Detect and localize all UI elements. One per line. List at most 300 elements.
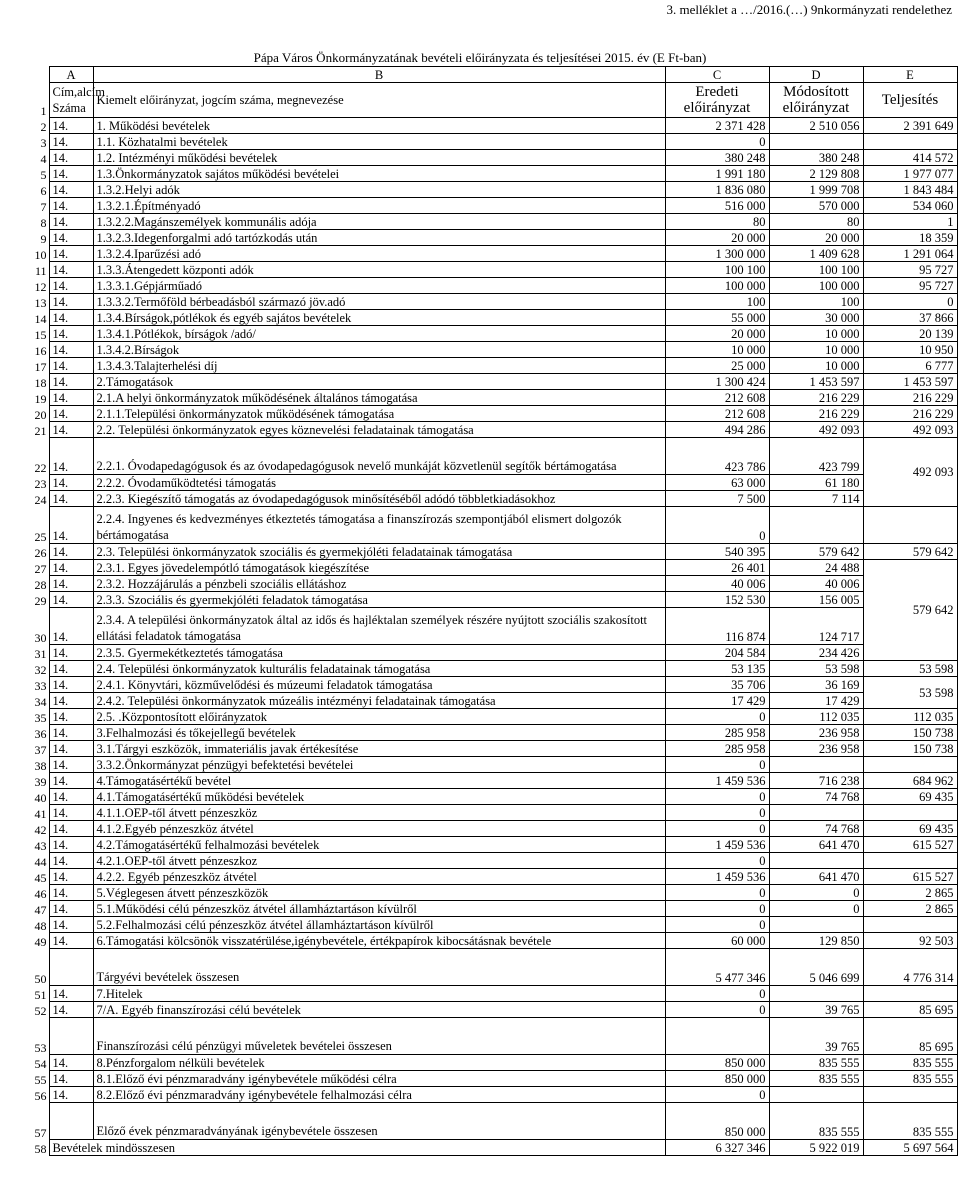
cell-teljesites <box>863 134 957 150</box>
table-row <box>31 885 957 901</box>
cell-eredeti: 1 300 424 <box>665 374 769 390</box>
cell-cim: 14. <box>49 166 93 182</box>
cell-cim: 14. <box>49 1071 93 1087</box>
cell-description: 4.Támogatásértékű bevétel <box>93 773 665 789</box>
cell-teljesites: 69 435 <box>863 789 957 805</box>
cell-cim: 14. <box>49 214 93 230</box>
cell-teljesites: 112 035 <box>863 709 957 725</box>
row-number: 18 <box>34 375 47 390</box>
cell-teljesites: 53 598 <box>863 661 957 677</box>
cell-description: Finanszírozási célú pénzügyi műveletek bevételei összesen <box>93 1018 665 1055</box>
cell-teljesites: 150 738 <box>863 725 957 741</box>
cell-eredeti: 116 874 <box>665 608 769 645</box>
row-number: 2 <box>40 119 47 134</box>
row-number: 25 <box>34 529 47 544</box>
cell-cim: 14. <box>49 677 93 693</box>
row-number: 11 <box>34 263 47 278</box>
table-row <box>31 198 957 214</box>
table-row <box>31 1140 957 1156</box>
row-number: 43 <box>34 838 47 853</box>
table-row <box>31 150 957 166</box>
row-number: 45 <box>34 870 47 885</box>
cell-eredeti: 0 <box>665 757 769 773</box>
column-letter: A <box>49 67 93 83</box>
cell-modositott <box>769 134 863 150</box>
table-row <box>31 661 957 677</box>
cell-eredeti: 26 401 <box>665 560 769 576</box>
cell-teljesites: 835 555 <box>863 1103 957 1140</box>
table-row <box>31 246 957 262</box>
header-note: 3. melléklet a …/2016.(…) 9nkormányzati rendelethez <box>666 2 952 17</box>
cell-modositott: 216 229 <box>769 390 863 406</box>
cell-description: 8.2.Előző évi pénzmaradvány igénybevétele felhalmozási célra <box>93 1087 665 1103</box>
cell-modositott: 24 488 <box>769 560 863 576</box>
cell-cim: 14. <box>49 118 93 134</box>
cell-cim: 14. <box>49 475 93 491</box>
column-header-c: Eredeti előirányzat <box>665 83 769 118</box>
table-row <box>31 645 957 661</box>
cell-description: 8.1.Előző évi pénzmaradvány igénybevétele működési célra <box>93 1071 665 1087</box>
cell-eredeti: 53 135 <box>665 661 769 677</box>
table-row <box>31 608 957 645</box>
cell-teljesites: 414 572 <box>863 150 957 166</box>
cell-description: 2.3.2. Hozzájárulás a pénzbeli szociális ellátáshoz <box>93 576 665 592</box>
table-row <box>31 1018 957 1055</box>
row-number: 1 <box>40 103 47 118</box>
cell-description: 4.1.1.OEP-től átvett pénzeszköz <box>93 805 665 821</box>
cell-eredeti: 1 991 180 <box>665 166 769 182</box>
cell-eredeti: 0 <box>665 821 769 837</box>
cell-teljesites: 0 <box>863 294 957 310</box>
cell-description: 2.3.5. Gyermekétkeztetés támogatása <box>93 645 665 661</box>
row-number: 9 <box>40 231 47 246</box>
cell-modositott: 124 717 <box>769 608 863 645</box>
cell-cim: 14. <box>49 438 93 475</box>
cell-description: 1.3.4.1.Pótlékok, bírságok /adó/ <box>93 326 665 342</box>
cell-modositott: 234 426 <box>769 645 863 661</box>
cell-teljesites: 4 776 314 <box>863 949 957 986</box>
cell-eredeti: 6 327 346 <box>665 1140 769 1156</box>
cell-teljesites: 2 391 649 <box>863 118 957 134</box>
cell-teljesites <box>863 757 957 773</box>
cell-eredeti: 0 <box>665 507 769 544</box>
cell-modositott: 39 765 <box>769 1002 863 1018</box>
cell-eredeti: 0 <box>665 901 769 917</box>
cell-modositott: 423 799 <box>769 438 863 475</box>
row-number: 48 <box>34 918 47 933</box>
cell-teljesites: 835 555 <box>863 1055 957 1071</box>
row-number: 4 <box>40 151 47 166</box>
row-number: 7 <box>40 199 47 214</box>
cell-teljesites: 69 435 <box>863 821 957 837</box>
row-number: 46 <box>34 886 47 901</box>
cell-teljesites <box>863 853 957 869</box>
cell-teljesites: 579 642 <box>863 544 957 560</box>
cell-cim: 14. <box>49 576 93 592</box>
row-number: 54 <box>34 1056 47 1071</box>
cell-modositott: 156 005 <box>769 592 863 608</box>
cell-cim: 14. <box>49 837 93 853</box>
cell-eredeti: 0 <box>665 805 769 821</box>
cell-modositott: 570 000 <box>769 198 863 214</box>
cell-modositott: 492 093 <box>769 422 863 438</box>
budget-table <box>31 66 958 1156</box>
cell-modositott: 61 180 <box>769 475 863 491</box>
cell-teljesites <box>863 986 957 1002</box>
cell-cim: 14. <box>49 262 93 278</box>
row-number: 49 <box>34 934 47 949</box>
cell-description: 1. Működési bevételek <box>93 118 665 134</box>
row-number: 47 <box>34 902 47 917</box>
cell-cim: 14. <box>49 294 93 310</box>
cell-description: 2.5. .Központosított előirányzatok <box>93 709 665 725</box>
column-header-e: Teljesítés <box>863 83 957 118</box>
cell-modositott: 1 409 628 <box>769 246 863 262</box>
table-row <box>31 821 957 837</box>
table-row <box>31 949 957 986</box>
cell-modositott: 835 555 <box>769 1055 863 1071</box>
cell-description: 4.2.1.OEP-től átvett pénzeszkoz <box>93 853 665 869</box>
cell-eredeti: 100 000 <box>665 278 769 294</box>
cell-description: 3.Felhalmozási és tőkejellegű bevételek <box>93 725 665 741</box>
cell-modositott <box>769 507 863 544</box>
row-number: 57 <box>34 1125 47 1140</box>
cell-teljesites: 85 695 <box>863 1018 957 1055</box>
table-row <box>31 182 957 198</box>
cell-description: 8.Pénzforgalom nélküli bevételek <box>93 1055 665 1071</box>
cell-teljesites: 37 866 <box>863 310 957 326</box>
column-header-a: Cím,alcím Száma <box>49 83 93 118</box>
cell-teljesites: 615 527 <box>863 837 957 853</box>
cell-eredeti: 0 <box>665 709 769 725</box>
cell-teljesites: 1 977 077 <box>863 166 957 182</box>
cell-description: 4.1.Támogatásértékű működési bevételek <box>93 789 665 805</box>
cell-teljesites: 95 727 <box>863 262 957 278</box>
cell-eredeti: 1 459 536 <box>665 773 769 789</box>
cell-eredeti: 423 786 <box>665 438 769 475</box>
table-row <box>31 901 957 917</box>
cell-eredeti: 100 <box>665 294 769 310</box>
cell-cim: 14. <box>49 789 93 805</box>
cell-modositott: 236 958 <box>769 741 863 757</box>
table-row <box>31 757 957 773</box>
cell-cim: 14. <box>49 150 93 166</box>
cell-description: 1.3.4.Bírságok,pótlékok és egyéb sajátos bevételek <box>93 310 665 326</box>
table-row <box>31 1055 957 1071</box>
cell-modositott: 40 006 <box>769 576 863 592</box>
row-number: 58 <box>34 1141 47 1156</box>
table-row <box>31 438 957 475</box>
cell-cim: 14. <box>49 342 93 358</box>
cell-modositott: 2 129 808 <box>769 166 863 182</box>
cell-eredeti: 850 000 <box>665 1055 769 1071</box>
cell-teljesites <box>863 805 957 821</box>
cell-teljesites-merged: 579 642 <box>863 560 957 661</box>
cell-modositott: 10 000 <box>769 358 863 374</box>
row-number: 10 <box>34 247 47 262</box>
cell-teljesites: 2 865 <box>863 901 957 917</box>
cell-eredeti: 1 300 000 <box>665 246 769 262</box>
cell-eredeti: 1 836 080 <box>665 182 769 198</box>
row-number: 3 <box>40 135 47 150</box>
cell-description: 4.2.Támogatásértékű felhalmozási bevételek <box>93 837 665 853</box>
cell-cim: 14. <box>49 757 93 773</box>
cell-modositott: 641 470 <box>769 869 863 885</box>
cell-eredeti: 0 <box>665 853 769 869</box>
cell-cim: 14. <box>49 560 93 576</box>
cell-modositott: 36 169 <box>769 677 863 693</box>
cell-teljesites: 615 527 <box>863 869 957 885</box>
cell-cim: 14. <box>49 709 93 725</box>
row-number: 6 <box>40 183 47 198</box>
row-number: 20 <box>34 407 47 422</box>
cell-modositott: 10 000 <box>769 326 863 342</box>
table-row <box>31 491 957 507</box>
cell-cim: 14. <box>49 246 93 262</box>
row-number: 30 <box>34 630 47 645</box>
cell-teljesites: 534 060 <box>863 198 957 214</box>
cell-description: 2.2. Települési önkormányzatok egyes köznevelési feladatainak támogatása <box>93 422 665 438</box>
cell-teljesites: 1 291 064 <box>863 246 957 262</box>
row-number: 41 <box>34 806 47 821</box>
row-number: 13 <box>34 295 47 310</box>
cell-modositott: 835 555 <box>769 1071 863 1087</box>
cell-description: 3.1.Tárgyi eszközök, immateriális javak értékesítése <box>93 741 665 757</box>
cell-cim: 14. <box>49 885 93 901</box>
cell-modositott: 30 000 <box>769 310 863 326</box>
cell-cim: 14. <box>49 869 93 885</box>
table-row <box>31 1071 957 1087</box>
column-header-b: Kiemelt előirányzat, jogcím száma, megnevezése <box>93 83 665 118</box>
row-number: 14 <box>34 311 47 326</box>
cell-description: 2.3.1. Egyes jövedelempótló támogatások kiegészítése <box>93 560 665 576</box>
row-number: 21 <box>34 423 47 438</box>
cell-description: 1.3.3.2.Termőföld bérbeadásból származó jöv.adó <box>93 294 665 310</box>
cell-cim <box>49 1103 93 1140</box>
cell-eredeti: 285 958 <box>665 725 769 741</box>
cell-eredeti: 7 500 <box>665 491 769 507</box>
cell-description: 2.4.1. Könyvtári, közművelődési és múzeumi feladatok támogatása <box>93 677 665 693</box>
cell-modositott <box>769 917 863 933</box>
table-row <box>31 310 957 326</box>
cell-modositott: 7 114 <box>769 491 863 507</box>
cell-eredeti: 20 000 <box>665 326 769 342</box>
cell-eredeti: 40 006 <box>665 576 769 592</box>
cell-eredeti: 152 530 <box>665 592 769 608</box>
row-number: 53 <box>34 1040 47 1055</box>
cell-modositott: 74 768 <box>769 789 863 805</box>
row-number: 22 <box>34 460 47 475</box>
cell-description: 1.3.4.3.Talajterhelési díj <box>93 358 665 374</box>
table-row <box>31 933 957 949</box>
cell-description: 2.2.4. Ingyenes és kedvezményes étkeztetés támogatása a finanszírozás szempontjából elismert dolgozók bértámogatása <box>93 507 665 544</box>
row-number: 42 <box>34 822 47 837</box>
row-number: 52 <box>34 1003 47 1018</box>
row-number: 32 <box>34 662 47 677</box>
row-number: 56 <box>34 1088 47 1103</box>
cell-modositott: 129 850 <box>769 933 863 949</box>
cell-cim: 14. <box>49 821 93 837</box>
cell-description: 7.Hitelek <box>93 986 665 1002</box>
table-row <box>31 374 957 390</box>
cell-modositott <box>769 853 863 869</box>
cell-cim: 14. <box>49 507 93 544</box>
table-row <box>31 406 957 422</box>
cell-eredeti: 20 000 <box>665 230 769 246</box>
cell-teljesites-merged: 492 093 <box>863 438 957 507</box>
cell-modositott: 20 000 <box>769 230 863 246</box>
cell-cim: 14. <box>49 310 93 326</box>
row-number: 16 <box>34 343 47 358</box>
cell-description: 5.Véglegesen átvett pénzeszközök <box>93 885 665 901</box>
cell-cim: 14. <box>49 725 93 741</box>
row-number: 24 <box>34 492 47 507</box>
cell-eredeti: 494 286 <box>665 422 769 438</box>
cell-teljesites: 1 <box>863 214 957 230</box>
cell-eredeti: 5 477 346 <box>665 949 769 986</box>
cell-eredeti: 100 100 <box>665 262 769 278</box>
cell-teljesites: 2 865 <box>863 885 957 901</box>
cell-description: 2.3. Települési önkormányzatok szociális és gyermekjóléti feladatainak támogatása <box>93 544 665 560</box>
cell-eredeti: 212 608 <box>665 406 769 422</box>
cell-cim: 14. <box>49 645 93 661</box>
cell-teljesites: 95 727 <box>863 278 957 294</box>
cell-cim: 14. <box>49 182 93 198</box>
cell-teljesites: 1 453 597 <box>863 374 957 390</box>
row-number: 15 <box>34 327 47 342</box>
cell-cim: 14. <box>49 661 93 677</box>
cell-teljesites: 684 962 <box>863 773 957 789</box>
table-row <box>31 1103 957 1140</box>
cell-cim: 14. <box>49 986 93 1002</box>
table-row <box>31 262 957 278</box>
cell-teljesites: 6 777 <box>863 358 957 374</box>
cell-modositott: 100 000 <box>769 278 863 294</box>
cell-modositott: 10 000 <box>769 342 863 358</box>
cell-eredeti: 212 608 <box>665 390 769 406</box>
cell-modositott <box>769 757 863 773</box>
cell-teljesites: 18 359 <box>863 230 957 246</box>
column-letter: E <box>863 67 957 83</box>
row-number: 36 <box>34 726 47 741</box>
cell-modositott <box>769 986 863 1002</box>
cell-cim: 14. <box>49 901 93 917</box>
row-number: 55 <box>34 1072 47 1087</box>
cell-description: 1.3.2.Helyi adók <box>93 182 665 198</box>
cell-modositott: 100 <box>769 294 863 310</box>
cell-teljesites: 20 139 <box>863 326 957 342</box>
table-row <box>31 475 957 491</box>
cell-description: 2.4. Települési önkormányzatok kulturális feladatainak támogatása <box>93 661 665 677</box>
cell-teljesites: 150 738 <box>863 741 957 757</box>
table-row <box>31 869 957 885</box>
cell-cim <box>49 949 93 986</box>
cell-cim: 14. <box>49 422 93 438</box>
cell-description: 2.2.1. Óvodapedagógusok és az óvodapedagógusok nevelő munkáját közvetlenül segítők bértámogatása <box>93 438 665 475</box>
cell-description: 4.2.2. Egyéb pénzeszköz átvétel <box>93 869 665 885</box>
cell-eredeti: 80 <box>665 214 769 230</box>
cell-modositott: 5 922 019 <box>769 1140 863 1156</box>
cell-eredeti: 204 584 <box>665 645 769 661</box>
cell-modositott: 835 555 <box>769 1103 863 1140</box>
cell-description: 1.3.Önkormányzatok sajátos működési bevételei <box>93 166 665 182</box>
row-number: 50 <box>34 971 47 986</box>
cell-description: 1.3.3.1.Gépjárműadó <box>93 278 665 294</box>
cell-teljesites: 10 950 <box>863 342 957 358</box>
cell-cim: 14. <box>49 1055 93 1071</box>
cell-description: 1.3.4.2.Bírságok <box>93 342 665 358</box>
cell-teljesites: 92 503 <box>863 933 957 949</box>
cell-teljesites <box>863 507 957 544</box>
cell-cim: 14. <box>49 544 93 560</box>
table-row <box>31 986 957 1002</box>
cell-cim: 14. <box>49 741 93 757</box>
cell-eredeti: 25 000 <box>665 358 769 374</box>
table-row <box>31 342 957 358</box>
cell-eredeti: 17 429 <box>665 693 769 709</box>
row-number: 5 <box>40 167 47 182</box>
cell-modositott <box>769 1087 863 1103</box>
cell-eredeti: 850 000 <box>665 1071 769 1087</box>
column-letter-row <box>31 67 957 83</box>
table-row <box>31 294 957 310</box>
cell-description: 2.2.2. Óvodaműködtetési támogatás <box>93 475 665 491</box>
cell-modositott: 39 765 <box>769 1018 863 1055</box>
cell-description: 2.1.A helyi önkormányzatok működésének általános támogatása <box>93 390 665 406</box>
cell-description: 1.3.2.3.Idegenforgalmi adó tartózkodás után <box>93 230 665 246</box>
cell-modositott: 2 510 056 <box>769 118 863 134</box>
cell-cim: 14. <box>49 374 93 390</box>
cell-teljesites-merged: 53 598 <box>863 677 957 709</box>
cell-eredeti: 63 000 <box>665 475 769 491</box>
table-row <box>31 837 957 853</box>
table-row <box>31 166 957 182</box>
table-row <box>31 134 957 150</box>
cell-eredeti: 60 000 <box>665 933 769 949</box>
table-row <box>31 230 957 246</box>
cell-eredeti: 35 706 <box>665 677 769 693</box>
row-number: 28 <box>34 577 47 592</box>
cell-cim: 14. <box>49 853 93 869</box>
row-number: 26 <box>34 545 47 560</box>
row-number: 29 <box>34 593 47 608</box>
cell-teljesites <box>863 917 957 933</box>
table-row <box>31 592 957 608</box>
cell-modositott: 216 229 <box>769 406 863 422</box>
cell-modositott: 17 429 <box>769 693 863 709</box>
cell-teljesites: 1 843 484 <box>863 182 957 198</box>
page-title: Pápa Város Önkormányzatának bevételi előirányzata és teljesítései 2015. év (E Ft-ban) <box>253 50 707 65</box>
row-number: 12 <box>34 279 47 294</box>
row-number: 38 <box>34 758 47 773</box>
cell-description: 2.3.4. A települési önkormányzatok által az idős és hajléktalan személyek részére nyújtott szociális szakosított ellátási feladatok támogatása <box>93 608 665 645</box>
cell-teljesites: 5 697 564 <box>863 1140 957 1156</box>
cell-modositott: 579 642 <box>769 544 863 560</box>
table-row <box>31 358 957 374</box>
cell-eredeti: 0 <box>665 917 769 933</box>
table-row <box>31 853 957 869</box>
cell-cim: 14. <box>49 230 93 246</box>
table-row <box>31 1087 957 1103</box>
row-number: 27 <box>34 561 47 576</box>
cell-eredeti: 285 958 <box>665 741 769 757</box>
cell-description: 3.3.2.Önkormányzat pénzügyi befektetési bevételei <box>93 757 665 773</box>
cell-cim: 14. <box>49 390 93 406</box>
table-row <box>31 278 957 294</box>
row-number: 51 <box>34 987 47 1002</box>
cell-description: 2.4.2. Települési önkormányzatok múzeális intézményi feladatainak támogatása <box>93 693 665 709</box>
cell-description: 2.1.1.Települési önkormányzatok működésének támogatása <box>93 406 665 422</box>
